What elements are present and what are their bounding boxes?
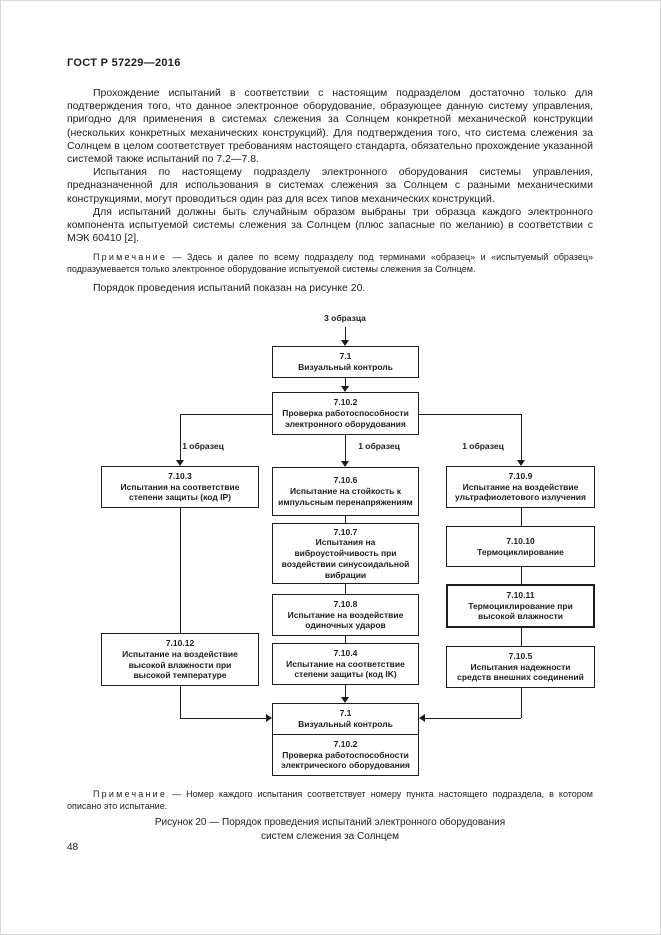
figure-caption: [67, 816, 593, 844]
connector-line: [425, 718, 521, 719]
box-line: Испытание на стойкость к: [290, 486, 401, 497]
flow-box-7-1-visual-inspection-final: [273, 704, 418, 735]
flow-box-7-10-2-functionality-check: [272, 392, 419, 435]
note-text: — Здесь и далее по всему подразделу под терминами «образец» и «испытуемый образец» подразумевается только электронное оборудование испытуемой системы слежения за Солнцем.: [67, 252, 593, 274]
flow-box-7-10-9-uv-exposure: [446, 466, 595, 508]
box-line: Испытания на соответствие: [120, 481, 240, 492]
note-test-numbers: [67, 789, 593, 812]
box-line: Термоциклирование при: [468, 600, 573, 611]
box-line: Испытания надежности: [470, 661, 571, 672]
box-line: воздействии синусоидальной: [281, 558, 410, 569]
flow-box-7-10-7-vibration: [272, 523, 419, 584]
body-text: [67, 87, 593, 296]
flow-box-final-checks: [272, 703, 419, 776]
note-text: — Номер каждого испытания соответствует номеру пункта настоящего подраздела, в котором описано это испытание.: [67, 789, 593, 811]
box-number: 7.10.12: [165, 637, 195, 648]
connector-line: [521, 414, 522, 461]
flow-label-1-sample-middle: 1 образец: [358, 441, 400, 451]
box-line: вибрации: [324, 569, 367, 580]
connector-line: [345, 584, 346, 594]
flow-box-7-10-3-ip-protection: [101, 466, 259, 508]
flow-box-7-1-visual-inspection: [272, 346, 419, 378]
connector-line: [419, 414, 521, 415]
connector-line: [345, 636, 346, 643]
connector-line: [521, 688, 522, 718]
flow-box-7-10-10-thermal-cycling: [446, 526, 595, 567]
box-line: высокой температуре: [133, 670, 227, 681]
figure-caption-line-2: систем слежения за Солнцем: [260, 831, 399, 842]
paragraph-3: Для испытаний должны быть случайным образом выбраны три образца каждого электронного компонента испытуемой системы слежения за Солнцем (плюс запасные по желанию) в соответствии с МЭК 60410 [2].: [67, 205, 593, 245]
figure-caption-line-1: Рисунок 20 — Порядок проведения испытаний электронного оборудования: [154, 817, 506, 828]
box-number: 7.1: [339, 351, 352, 362]
box-line: Проверка работоспособности: [282, 749, 409, 760]
box-line: средств внешних соединений: [457, 672, 584, 683]
box-line: электрического оборудования: [281, 760, 410, 771]
box-number: 7.10.2: [333, 397, 358, 408]
document-number-header: ГОСТ Р 57229—2016: [67, 57, 181, 69]
box-number: 7.1: [339, 708, 352, 719]
box-number: 7.10.2: [333, 738, 358, 749]
connector-line: [180, 508, 181, 633]
box-line: Испытание на воздействие: [462, 481, 579, 492]
box-line: виброустойчивость при: [294, 548, 397, 559]
box-number: 7.10.7: [333, 526, 358, 537]
box-number: 7.10.10: [506, 535, 535, 546]
box-number: 7.10.5: [508, 650, 533, 661]
box-line: электронного оборудования: [285, 418, 406, 429]
flow-label-3-samples: 3 образца: [324, 313, 366, 323]
paragraph-1: Прохождение испытаний в соответствии с настоящим подразделом достаточно только для подтверждения того, что данное электронное оборудование, образующее данную систему управления, пригодно для применения в системах слежения за Солнцем конкретной механической конструкции (нескольких конкретных механических конструкций). Для подтверждения того, что система слежения за Солнцем в целом соответствует требованиям настоящего стандарта, обязательно прохождение указанной системой также испытаний по 7.2—7.8.: [67, 87, 593, 166]
box-line: Испытание на соответствие: [286, 658, 405, 669]
box-line: одиночных ударов: [305, 620, 386, 631]
box-number: 7.10.9: [508, 470, 533, 481]
box-line: степени защиты (код IP): [129, 492, 231, 503]
box-line: степени защиты (код IK): [294, 669, 397, 680]
connector-line: [345, 435, 346, 462]
flow-box-7-10-11-thermal-cycling-high-humidity: [446, 584, 595, 628]
box-number: 7.10.3: [168, 470, 192, 481]
box-line: ультрафиолетового излучения: [455, 492, 586, 503]
flow-box-7-10-5-external-connections: [446, 646, 595, 688]
connector-line: [521, 567, 522, 584]
box-line: Термоциклирование: [477, 546, 564, 557]
box-number: 7.10.11: [506, 589, 535, 600]
box-line: Проверка работоспособности: [282, 408, 409, 419]
box-number: 7.10.8: [333, 598, 358, 609]
flow-label-1-sample-left: 1 образец: [182, 441, 224, 451]
connector-line: [180, 686, 181, 718]
paragraph-2: Испытания по настоящему подразделу электронного оборудования системы управления, предназначенной для использования в системах слежения за Солнцем с разными механическими конструкциями, могут проводиться один раз для всех типов механических конструкций.: [67, 166, 593, 205]
box-number: 7.10.6: [333, 475, 358, 486]
connector-line: [180, 718, 267, 719]
page-number: 48: [67, 842, 79, 853]
flow-box-7-10-8-single-shocks: [272, 594, 419, 636]
box-line: Визуальный контроль: [298, 362, 393, 372]
flow-label-1-sample-right: 1 образец: [462, 441, 504, 451]
box-line: высокой влажности: [478, 611, 563, 622]
connector-line: [345, 516, 346, 523]
connector-line: [521, 508, 522, 526]
box-line: Испытание на воздействие: [287, 609, 404, 620]
note-label: Примечание: [93, 252, 168, 263]
paragraph-4: Порядок проведения испытаний показан на рисунке 20.: [93, 282, 366, 295]
box-line: Визуальный контроль: [298, 719, 393, 729]
note-label: Примечание: [93, 789, 168, 799]
note-samples: [67, 252, 593, 275]
connector-line: [345, 685, 346, 697]
connector-line: [180, 414, 272, 415]
box-line: Испытания на: [315, 537, 376, 548]
box-line: Испытание на воздействие: [122, 648, 238, 659]
box-line: высокой влажности при: [128, 659, 232, 670]
flow-box-7-10-2-functionality-check-final: [273, 735, 418, 775]
flow-box-7-10-12-humidity-temperature: [101, 633, 259, 686]
connector-line: [180, 414, 181, 461]
flow-box-7-10-6-surge-immunity: [272, 467, 419, 516]
connector-line: [521, 628, 522, 646]
box-line: импульсным перенапряжениям: [278, 496, 413, 507]
flow-box-7-10-4-ik-protection: [272, 643, 419, 685]
box-number: 7.10.4: [333, 647, 358, 658]
connector-line: [345, 327, 346, 341]
arrow-left-icon: [419, 714, 425, 722]
